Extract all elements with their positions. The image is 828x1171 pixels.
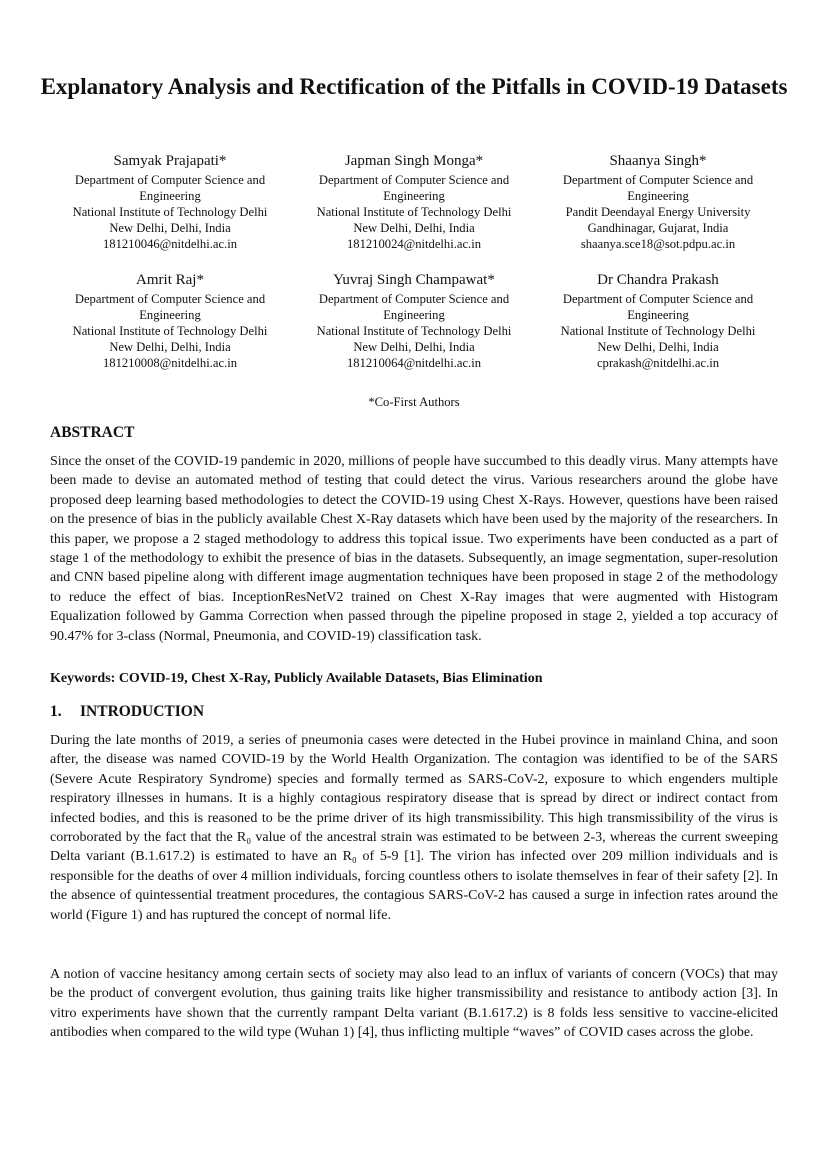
author-location: New Delhi, Delhi, India [597, 340, 719, 354]
abstract-heading: ABSTRACT [50, 424, 135, 441]
author-email: shaanya.sce18@sot.pdpu.ac.in [580, 237, 736, 251]
author-row-1 [50, 151, 778, 252]
author-institution: National Institute of Technology Delhi [560, 324, 756, 338]
paper-title: Explanatory Analysis and Rectification of the Pitfalls in COVID-19 Datasets [40, 74, 788, 99]
author-department: Department of Computer Science and Engineering [74, 173, 266, 203]
co-first-authors-note: *Co-First Authors [368, 395, 460, 409]
author-email: 181210008@nitdelhi.ac.in [102, 356, 238, 370]
author-department: Department of Computer Science and Engineering [318, 173, 510, 203]
author-name: Shaanya Singh* [609, 153, 707, 169]
author-institution: Pandit Deendayal Energy University [565, 205, 751, 219]
author-block [50, 151, 290, 252]
author-location: New Delhi, Delhi, India [353, 340, 475, 354]
author-department: Department of Computer Science and Engineering [562, 292, 754, 322]
author-block [294, 151, 534, 252]
author-institution: National Institute of Technology Delhi [316, 324, 512, 338]
author-block [294, 270, 534, 371]
author-email: 181210046@nitdelhi.ac.in [102, 237, 238, 251]
author-institution: National Institute of Technology Delhi [72, 205, 268, 219]
abstract-text: Since the onset of the COVID-19 pandemic in 2020, millions of people have succumbed to this deadly virus. Many attempts have been made to devise an automated method of testing that could detect the virus. Various researchers around the globe have proposed deep learning based methodologies to detect the COVID-19 using Chest X-Rays. However, questions have been raised on the presence of bias in the publicly available Chest X-Ray datasets which have been used by the majority of the researchers. In this paper, we propose a 2 staged methodology to address this topical issue. Two experiments have been conducted as a part of stage 1 of the methodology to exhibit the presence of bias in the datasets. Subsequently, an image segmentation, super-resolution and CNN based pipeline along with different image augmentation techniques have been proposed in stage 2 of the methodology to reduce the effect of bias. InceptionResNetV2 trained on Chest X-Ray images that were augmented with Histogram Equalization followed by Gamma Correction when passed through the pipeline proposed in stage 2, yielded a top accuracy of 90.47% for 3-class (Normal, Pneumonia, and COVID-19) classification task. [50, 454, 778, 644]
author-row-2 [50, 270, 778, 371]
keywords-line: Keywords: COVID-19, Chest X-Ray, Publicly Available Datasets, Bias Elimination [50, 671, 543, 686]
author-institution: National Institute of Technology Delhi [316, 205, 512, 219]
intro-paragraph-1: During the late months of 2019, a series of pneumonia cases were detected in the Hubei province in mainland China, and soon after, the disease was named COVID-19 by the World Health Organization. The contagion was identified to be of the SARS (Severe Acute Respiratory Syndrome) species and formally termed as SARS-CoV-2, exposure to which engenders multiple respiratory illnesses in humans. It is a highly contagious respiratory disease that is spread by direct or indirect contact from infected bodies, and this is reasoned to be the prime driver of its high transmissibility. This high transmissibility of the virus is corroborated by the fact that the R₀ value of the ancestral strain was estimated to be between 2-3, whereas the current sweeping Delta variant (B.1.617.2) is estimated to have an R₀ of 5-9 [1]. The virion has infected over 209 million individuals and is responsible for the deaths of over 4 million individuals, forcing countless others to isolate themselves in fear of their safety [2]. In the absence of quintessential treatment procedures, the contagious SARS-CoV-2 has caused a surge in infection rates around the world (Figure 1) and has ruptured the concept of normal life. [50, 733, 778, 923]
author-name: Dr Chandra Prakash [597, 272, 719, 288]
author-location: Gandhinagar, Gujarat, India [587, 221, 729, 235]
author-block [50, 270, 290, 371]
author-name: Japman Singh Monga* [344, 153, 484, 169]
author-name: Yuvraj Singh Champawat* [333, 272, 495, 288]
author-email: cprakash@nitdelhi.ac.in [596, 356, 720, 370]
introduction-heading [50, 702, 204, 722]
author-location: New Delhi, Delhi, India [109, 221, 231, 235]
author-email: 181210024@nitdelhi.ac.in [346, 237, 482, 251]
intro-paragraph-2: A notion of vaccine hesitancy among certain sects of society may also lead to an influx of variants of concern (VOCs) that may be the product of convergent evolution, thus gaining traits like higher transmissibility and resistance to antibody action [3]. In vitro experiments have shown that the currently rampant Delta variant (B.1.617.2) is 8 folds less sensitive to vaccine-elicited antibodies when compared to the wild type (Wuhan 1) [4], thus inflicting multiple “waves” of COVID cases across the globe. [50, 967, 778, 1041]
author-location: New Delhi, Delhi, India [353, 221, 475, 235]
author-block [538, 151, 778, 252]
author-location: New Delhi, Delhi, India [109, 340, 231, 354]
author-email: 181210064@nitdelhi.ac.in [346, 356, 482, 370]
author-department: Department of Computer Science and Engineering [318, 292, 510, 322]
author-name: Amrit Raj* [136, 272, 204, 288]
author-department: Department of Computer Science and Engineering [562, 173, 754, 203]
author-name: Samyak Prajapati* [113, 153, 227, 169]
author-department: Department of Computer Science and Engineering [74, 292, 266, 322]
section-number: 1. [50, 703, 62, 720]
author-institution: National Institute of Technology Delhi [72, 324, 268, 338]
section-title: INTRODUCTION [80, 703, 205, 720]
author-block [538, 270, 778, 371]
